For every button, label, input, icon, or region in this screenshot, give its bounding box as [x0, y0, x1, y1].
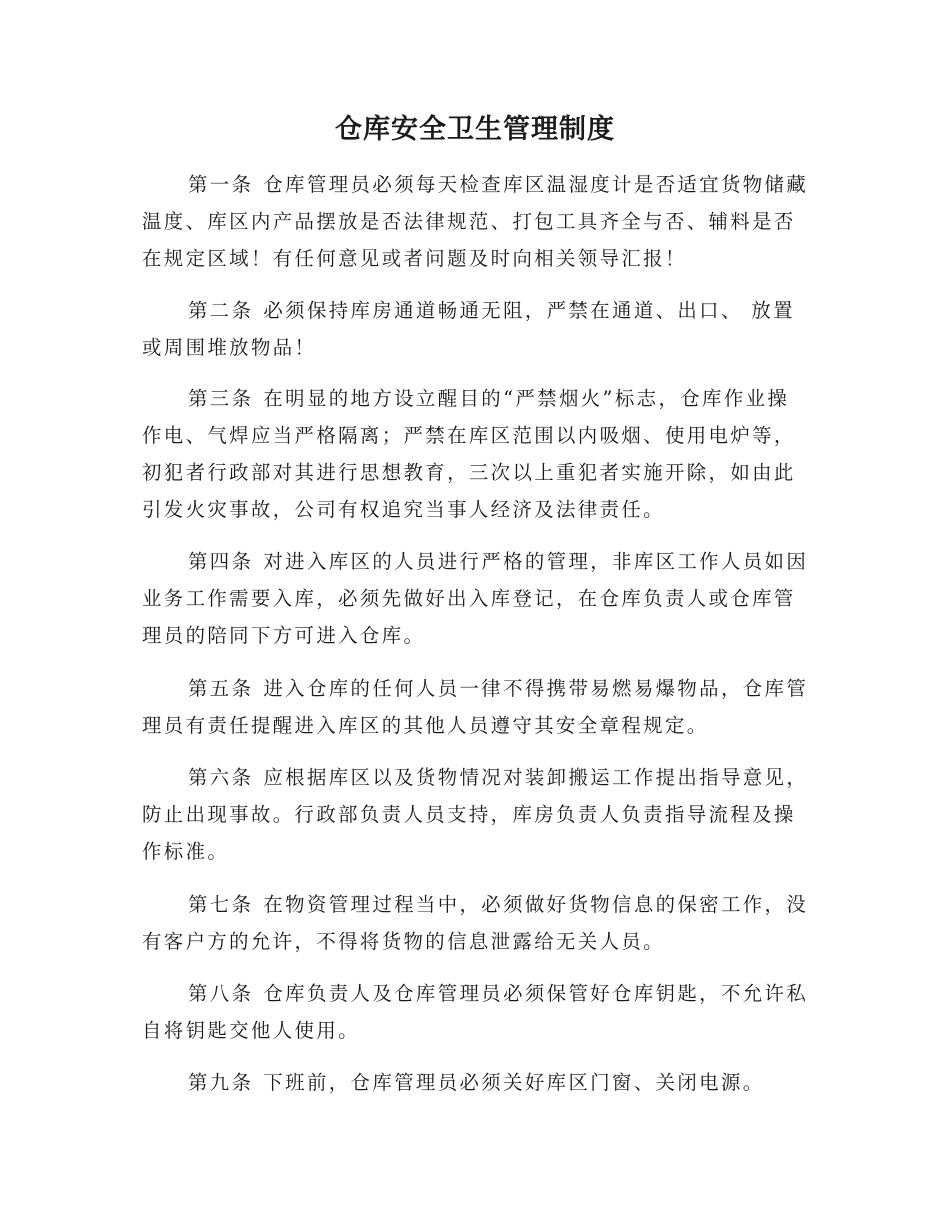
article-text: 仓库管理员必须每天检查库区温湿度计是否适宜货物储藏温度、库区内产品摆放是否法律规范、打包工具齐全与否、辅料是否在规定区域！有任何意见或者问题及时向相关领导汇报！: [142, 173, 809, 270]
article-6: [142, 759, 810, 870]
article-5: [142, 670, 810, 744]
article-number: 第四条: [188, 550, 254, 573]
article-text: 应根据库区以及货物情况对装卸搬运工作提出指导意见，防止出现事故。行政部负责人员支持，库房负责人负责指导流程及操作标准。: [142, 766, 809, 863]
article-number: 第九条: [188, 1071, 254, 1094]
article-8: [142, 975, 810, 1049]
article-text: 必须保持库房通道畅通无阻，严禁在通道、出口、 放置或周围堆放物品！: [142, 299, 795, 359]
article-2: [142, 292, 810, 366]
article-number: 第五条: [188, 677, 254, 700]
article-7: [142, 886, 810, 960]
article-9: [142, 1064, 810, 1101]
article-text: 在物资管理过程当中，必须做好货物信息的保密工作，没有客户方的允许，不得将货物的信息泄露给无关人员。: [142, 893, 809, 953]
article-4: [142, 543, 810, 654]
article-number: 第二条: [188, 299, 254, 322]
article-number: 第一条: [188, 173, 254, 196]
article-number: 第七条: [188, 893, 254, 916]
article-number: 第三条: [188, 387, 254, 410]
article-number: 第六条: [188, 766, 254, 789]
article-3: [142, 380, 810, 528]
article-text: 进入仓库的任何人员一律不得携带易燃易爆物品，仓库管理员有责任提醒进入库区的其他人员遵守其安全章程规定。: [142, 677, 809, 737]
article-text: 在明显的地方设立醒目的“严禁烟火”标志，仓库作业操作电、气焊应当严格隔离；严禁在库区范围以内吸烟、使用电炉等，初犯者行政部对其进行思想教育，三次以上重犯者实施开除，如由此引发火灾事故，公司有权追究当事人经济及法律责任。: [142, 387, 796, 521]
document-title: 仓库安全卫生管理制度: [335, 114, 615, 145]
article-text: 对进入库区的人员进行严格的管理，非库区工作人员如因业务工作需要入库，必须先做好出入库登记，在仓库负责人或仓库管理员的陪同下方可进入仓库。: [142, 550, 809, 647]
article-text: 下班前，仓库管理员必须关好库区门窗、关闭电源。: [263, 1071, 765, 1094]
article-1: [142, 166, 810, 277]
article-number: 第八条: [188, 982, 254, 1005]
article-text: 仓库负责人及仓库管理员必须保管好仓库钥匙，不允许私自将钥匙交他人使用。: [142, 982, 809, 1042]
